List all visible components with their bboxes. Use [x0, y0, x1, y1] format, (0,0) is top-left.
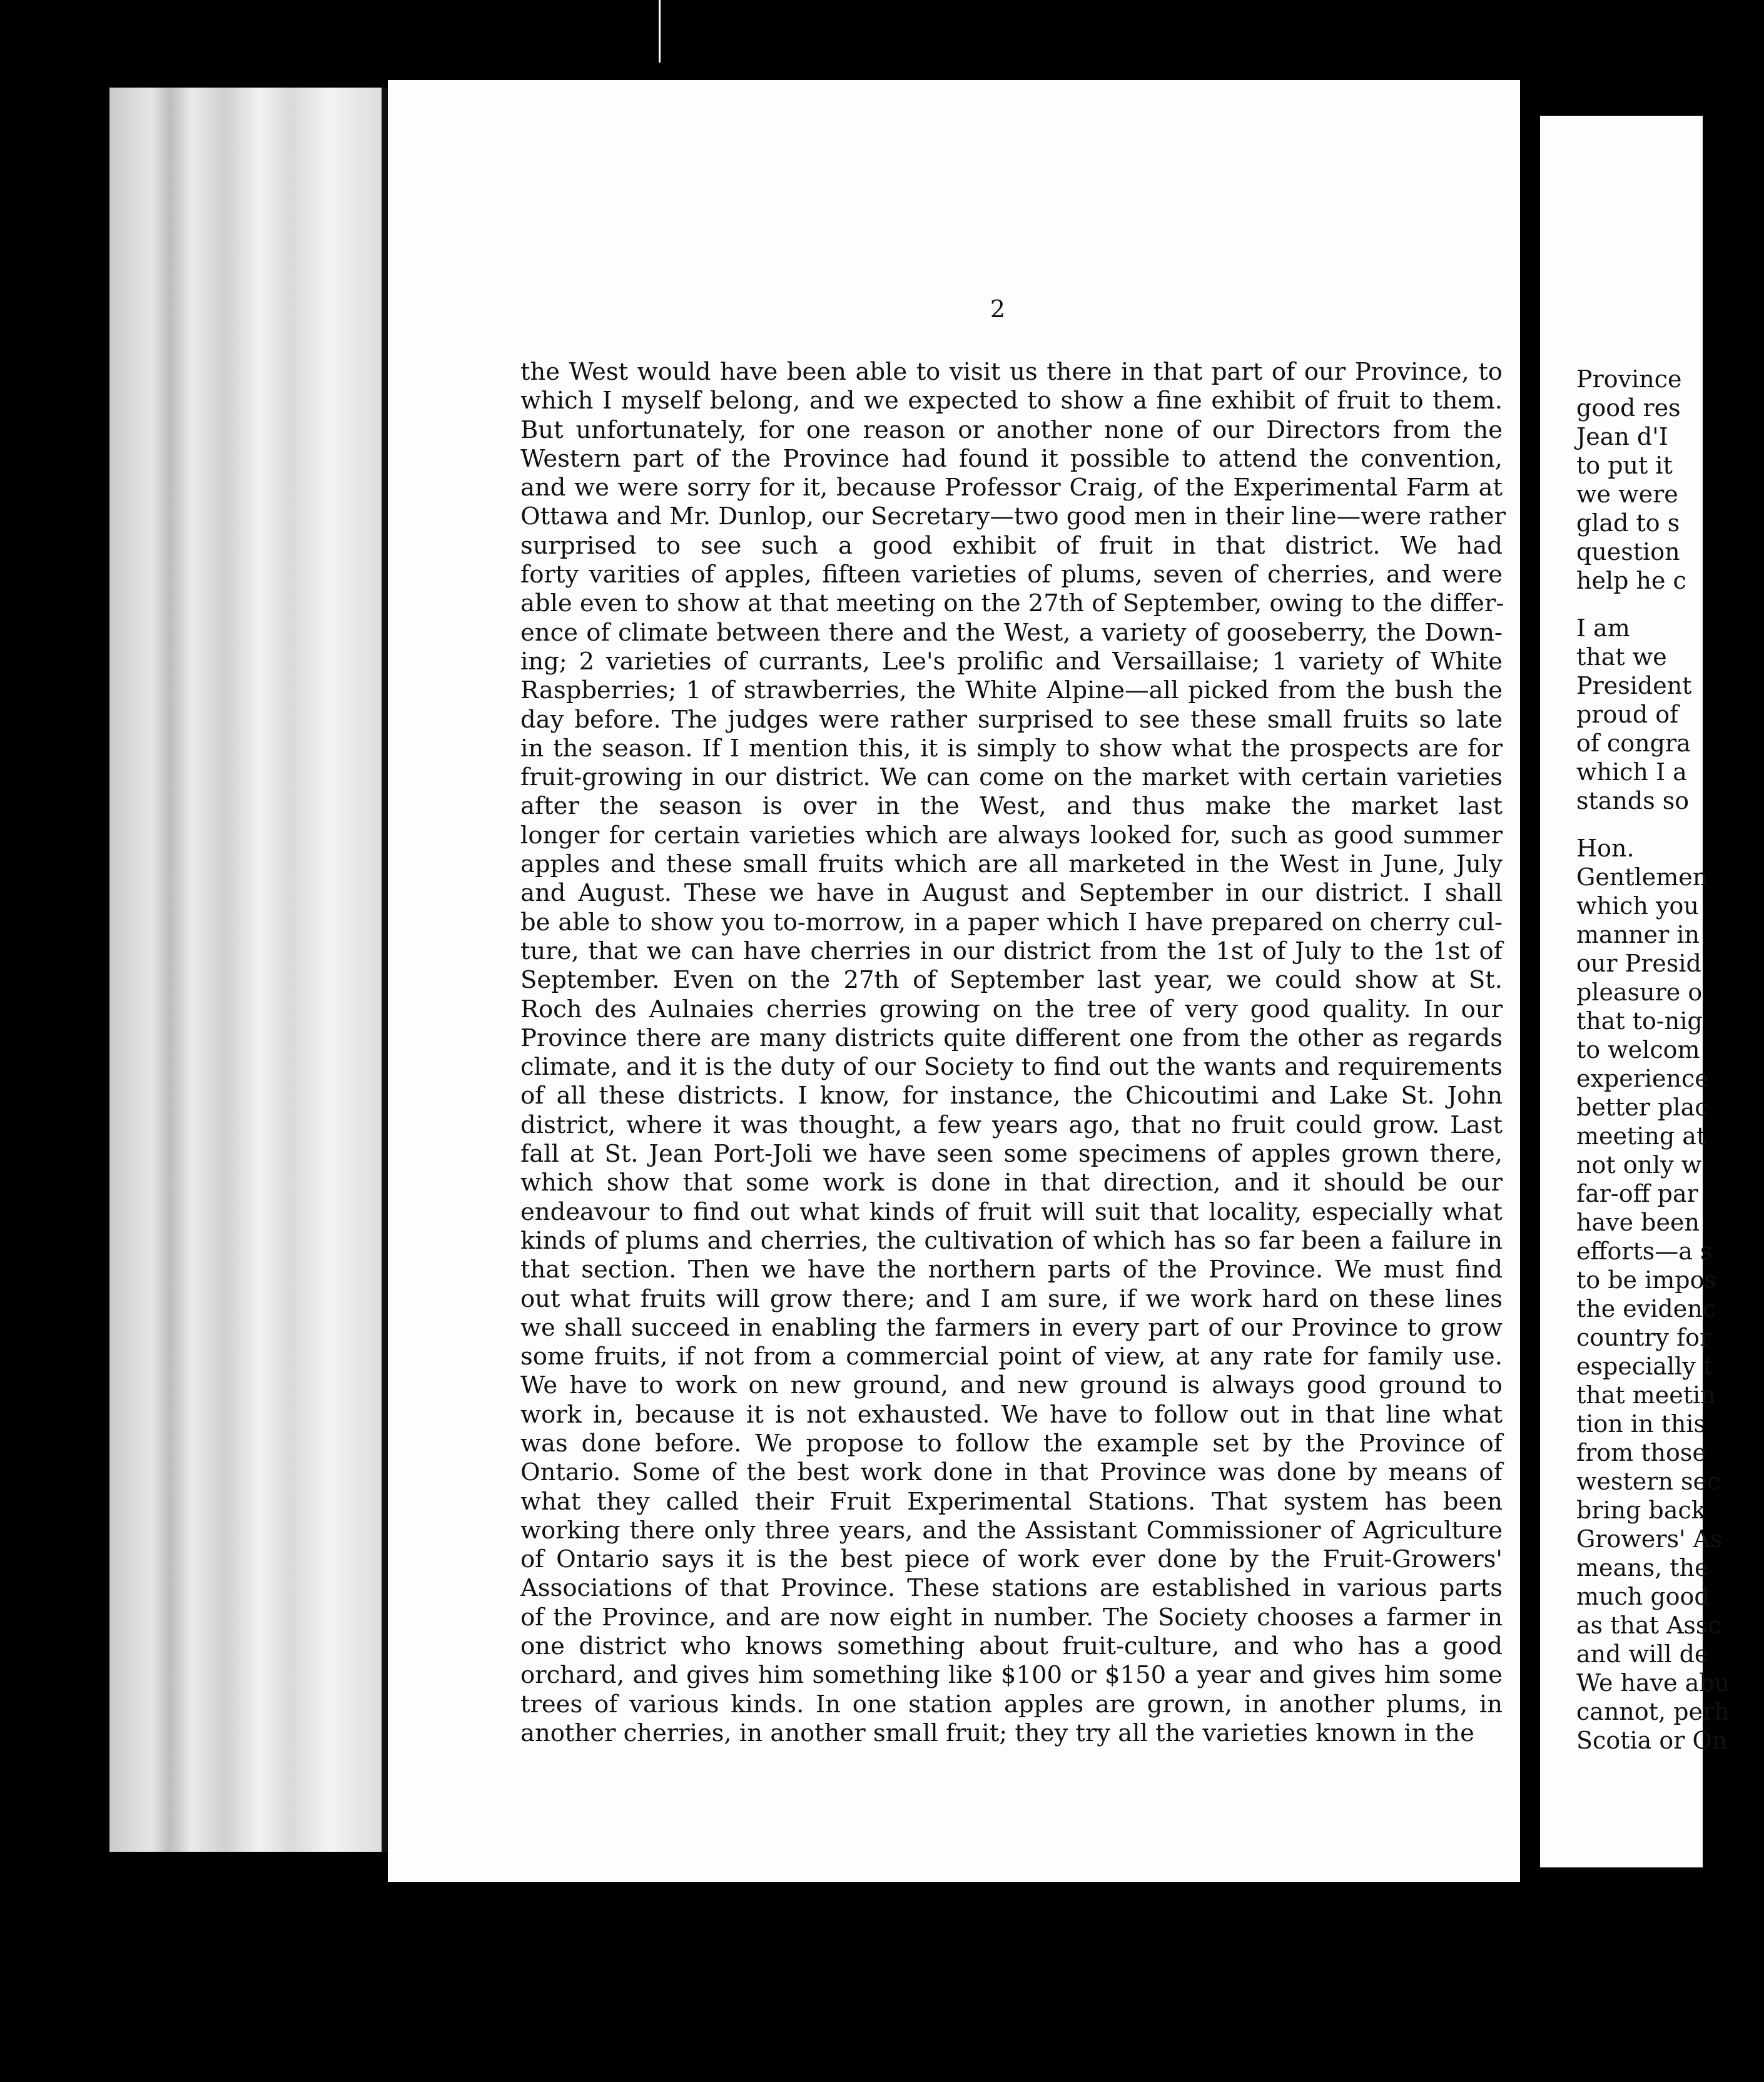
facing-page-line: Scotia or On: [1576, 1727, 1728, 1754]
page-number: 2: [990, 295, 1006, 323]
text-line: kinds of plums and cherries, the cultivation of which has so far been a failure in: [520, 1226, 1503, 1255]
facing-page-line: question: [1576, 538, 1680, 566]
facing-page-line: from those: [1576, 1439, 1706, 1466]
facing-page-line: Hon.: [1576, 835, 1635, 862]
text-line: of Ontario says it is the best piece of work ever done by the Fruit-Growers': [520, 1545, 1503, 1574]
text-line: September. Even on the 27th of September last year, we could show at St.: [520, 966, 1503, 995]
facing-page-line: to put it: [1576, 452, 1673, 479]
facing-page-line: means, the: [1576, 1554, 1709, 1582]
text-line: the West would have been able to visit us there in that part of our Province, to: [520, 358, 1503, 386]
text-line: Roch des Aulnaies cherries growing on the tree of very good quality. In our: [520, 995, 1503, 1023]
facing-page-line: We have abu: [1576, 1669, 1730, 1697]
facing-page-line: that meetin: [1576, 1381, 1716, 1409]
text-line: ture, that we can have cherries in our district from the 1st of July to the 1st of: [520, 937, 1503, 965]
facing-page-line: good res: [1576, 394, 1681, 422]
facing-page-line: our Presid: [1576, 950, 1701, 977]
text-line: and August. These we have in August and September in our district. I shall: [520, 879, 1503, 908]
facing-page-line: as that Assc: [1576, 1612, 1721, 1639]
facing-page-line: which you: [1576, 892, 1699, 920]
text-line: out what fruits will grow there; and I am sure, if we work hard on these lines: [520, 1284, 1503, 1313]
facing-page-line: [1576, 815, 1764, 834]
facing-page-line: western sec: [1576, 1468, 1721, 1495]
facing-page-line: to be impos: [1576, 1266, 1717, 1294]
text-line: after the season is over in the West, and thus make the market last: [520, 792, 1503, 821]
text-line: of all these districts. I know, for instance, the Chicoutimi and Lake St. John: [520, 1082, 1503, 1110]
text-line: We have to work on new ground, and new ground is always good ground to: [520, 1371, 1503, 1400]
facing-page-line: and will de: [1576, 1640, 1709, 1668]
text-line: endeavour to find out what kinds of fruit will suit that locality, especially what: [520, 1197, 1503, 1226]
facing-page-text: [1576, 365, 1764, 1755]
facing-page-line: stands so: [1576, 787, 1690, 815]
facing-page-line: to welcom: [1576, 1036, 1700, 1064]
facing-page-line: cannot, perh: [1576, 1698, 1730, 1725]
text-line: ing; 2 varieties of currants, Lee's prolific and Versaillaise; 1 variety of White: [520, 647, 1503, 676]
text-line: that section. Then we have the northern parts of the Province. We must find: [520, 1256, 1503, 1284]
facing-page-line: especially t: [1576, 1353, 1713, 1380]
facing-page-line: President: [1576, 672, 1692, 699]
text-line: ence of climate between there and the West, a variety of gooseberry, the Down-: [520, 618, 1503, 647]
text-line: Western part of the Province had found it possible to attend the convention,: [520, 444, 1503, 473]
text-line: Associations of that Province. These stations are established in various parts: [520, 1574, 1503, 1603]
facing-page-line: meeting at: [1576, 1122, 1706, 1150]
facing-page-line: Jean d'I: [1576, 423, 1668, 450]
text-line: we shall succeed in enabling the farmers in every part of our Province to grow: [520, 1313, 1503, 1342]
facing-page-line: we were: [1576, 480, 1678, 508]
text-line: trees of various kinds. In one station apples are grown, in another plums, in: [520, 1690, 1503, 1719]
facing-page-line: the evidenc: [1576, 1295, 1716, 1323]
text-line: longer for certain varieties which are always looked for, such as good summer: [520, 821, 1503, 850]
text-line: district, where it was thought, a few years ago, that no fruit could grow. Last: [520, 1110, 1503, 1139]
facing-page-line: country for: [1576, 1324, 1711, 1351]
facing-page-line: have been: [1576, 1209, 1700, 1236]
text-line: which show that some work is done in that direction, and it should be our: [520, 1169, 1503, 1197]
text-line: fruit-growing in our district. We can come on the market with certain varieties: [520, 763, 1503, 792]
facing-page-line: Province: [1576, 365, 1682, 393]
facing-page-line: [1576, 595, 1764, 614]
text-line: Province there are many districts quite different one from the other as regards: [520, 1023, 1503, 1052]
text-line: apples and these small fruits which are all marketed in the West in June, July: [520, 850, 1503, 879]
text-line: which I myself belong, and we expected to show a fine exhibit of fruit to them.: [520, 387, 1503, 415]
text-line: But unfortunately, for one reason or another none of our Directors from the: [520, 415, 1503, 444]
facing-page-line: that to-nig: [1576, 1007, 1703, 1035]
facing-page-line: manner in: [1576, 921, 1700, 948]
text-line: what they called their Fruit Experimental Stations. That system has been: [520, 1487, 1503, 1516]
text-line: in the season. If I mention this, it is simply to show what the prospects are for: [520, 734, 1503, 763]
facing-page-line: proud of: [1576, 701, 1679, 728]
facing-page-line: Gentlemen: [1576, 863, 1708, 891]
text-line: and we were sorry for it, because Professor Craig, of the Experimental Farm at: [520, 474, 1503, 502]
facing-page-line: far-off par: [1576, 1180, 1698, 1207]
text-line: of the Province, and are now eight in number. The Society chooses a farmer in: [520, 1603, 1503, 1632]
text-line: day before. The judges were rather surprised to see these small fruits so late: [520, 705, 1503, 734]
text-line: work in, because it is not exhausted. We have to follow out in that line what: [520, 1400, 1503, 1429]
text-line: one district who knows something about fruit-culture, and who has a good: [520, 1632, 1503, 1661]
text-line: fall at St. Jean Port-Joli we have seen some specimens of apples grown there,: [520, 1140, 1503, 1169]
facing-page-line: not only w: [1576, 1151, 1702, 1179]
text-line: surprised to see such a good exhibit of fruit in that district. We had: [520, 531, 1503, 560]
facing-page-line: pleasure o: [1576, 978, 1703, 1006]
text-line: Ontario. Some of the best work done in that Province was done by means of: [520, 1458, 1503, 1487]
film-scratch: [659, 0, 661, 63]
facing-page-line: I am: [1576, 614, 1630, 642]
facing-page-line: much good: [1576, 1583, 1710, 1610]
text-line: working there only three years, and the Assistant Commissioner of Agriculture: [520, 1516, 1503, 1545]
facing-page-line: experience: [1576, 1065, 1709, 1092]
text-line: orchard, and gives him something like $100 or $150 a year and gives him some: [520, 1661, 1503, 1690]
facing-page-line: tion in this: [1576, 1410, 1706, 1438]
text-line: Raspberries; 1 of strawberries, the White Alpine—all picked from the bush the: [520, 676, 1503, 705]
facing-page-line: of congra: [1576, 729, 1691, 757]
facing-page-line: better plac: [1576, 1094, 1708, 1121]
text-line: able even to show at that meeting on the 27th of September, owing to the differ-: [520, 589, 1504, 618]
facing-page-line: glad to s: [1576, 509, 1680, 537]
facing-page-line: which I a: [1576, 758, 1687, 786]
text-line: some fruits, if not from a commercial point of view, at any rate for family use.: [520, 1343, 1503, 1371]
body-text: [520, 358, 1506, 1748]
text-line: another cherries, in another small fruit; they try all the varieties known in the: [520, 1719, 1474, 1747]
text-line: climate, and it is the duty of our Society to find out the wants and requirements: [520, 1053, 1503, 1082]
facing-page-line: Growers' As: [1576, 1525, 1723, 1553]
text-line: be able to show you to-morrow, in a paper which I have prepared on cherry cul-: [520, 908, 1503, 937]
facing-page-line: that we: [1576, 643, 1667, 671]
text-line: forty varities of apples, fifteen varieties of plums, seven of cherries, and were: [520, 561, 1503, 589]
facing-page-line: efforts—a s: [1576, 1237, 1713, 1265]
text-line: Ottawa and Mr. Dunlop, our Secretary—two good men in their line—were rather: [520, 502, 1506, 531]
book-page-edges: [109, 88, 385, 1852]
facing-page-line: help he c: [1576, 567, 1686, 594]
text-line: was done before. We propose to follow the example set by the Province of: [520, 1429, 1503, 1458]
facing-page-line: bring back: [1576, 1496, 1706, 1524]
